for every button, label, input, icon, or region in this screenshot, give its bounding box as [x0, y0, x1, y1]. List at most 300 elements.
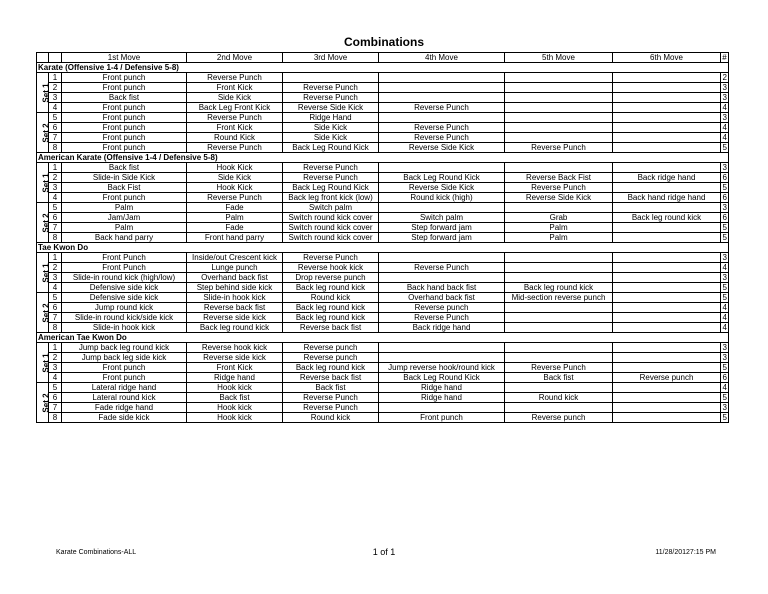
move-cell-6	[613, 363, 721, 373]
move-count: 4	[721, 133, 729, 143]
move-cell-4: Ridge hand	[379, 383, 505, 393]
move-cell-6	[613, 123, 721, 133]
move-cell-6	[613, 343, 721, 353]
section-header-row	[37, 153, 729, 163]
move-cell-6	[613, 133, 721, 143]
row-number: 3	[49, 93, 62, 103]
move-cell-2: Inside/out Crescent kick	[187, 253, 283, 263]
table-row	[37, 313, 729, 323]
move-cell-3: Reverse Punch	[283, 393, 379, 403]
table-row	[37, 273, 729, 283]
move-count: 3	[721, 403, 729, 413]
row-number: 1	[49, 253, 62, 263]
move-cell-4: Overhand back fist	[379, 293, 505, 303]
move-count: 5	[721, 293, 729, 303]
move-cell-1: Palm	[62, 223, 187, 233]
move-cell-2: Front Kick	[187, 363, 283, 373]
table-row	[37, 133, 729, 143]
move-count: 5	[721, 363, 729, 373]
move-count: 4	[721, 123, 729, 133]
move-cell-5	[505, 103, 613, 113]
move-cell-6	[613, 73, 721, 83]
row-number: 1	[49, 343, 62, 353]
row-number: 8	[49, 143, 62, 153]
move-count: 6	[721, 373, 729, 383]
move-cell-3: Switch round kick cover	[283, 223, 379, 233]
row-number: 3	[49, 363, 62, 373]
move-cell-4: Reverse Punch	[379, 103, 505, 113]
move-cell-6	[613, 143, 721, 153]
header-blank	[49, 53, 62, 63]
move-cell-4: Round kick (high)	[379, 193, 505, 203]
move-cell-6: Back hand ridge hand	[613, 193, 721, 203]
move-cell-5: Reverse Punch	[505, 143, 613, 153]
move-cell-4	[379, 353, 505, 363]
move-cell-2: Slide-in hook kick	[187, 293, 283, 303]
move-cell-6	[613, 353, 721, 363]
section-header-row	[37, 333, 729, 343]
header-row	[37, 53, 729, 63]
move-cell-6	[613, 393, 721, 403]
table-row	[37, 253, 729, 263]
move-count: 4	[721, 263, 729, 273]
table-row	[37, 183, 729, 193]
row-number: 8	[49, 323, 62, 333]
section-title: Karate (Offensive 1-4 / Defensive 5-8)	[37, 63, 729, 73]
move-cell-2: Round Kick	[187, 133, 283, 143]
row-number: 7	[49, 223, 62, 233]
move-cell-3: Back leg round kick	[283, 313, 379, 323]
footer-document-name: Karate Combinations-ALL	[56, 549, 137, 556]
move-cell-2: Hook kick	[187, 403, 283, 413]
move-cell-2: Front hand parry	[187, 233, 283, 243]
move-cell-4: Reverse punch	[379, 303, 505, 313]
move-cell-5: Grab	[505, 213, 613, 223]
row-number: 4	[49, 283, 62, 293]
move-cell-1: Jump back leg side kick	[62, 353, 187, 363]
move-count: 2	[721, 73, 729, 83]
move-cell-5	[505, 273, 613, 283]
move-cell-3	[283, 73, 379, 83]
move-cell-2: Reverse Punch	[187, 113, 283, 123]
move-cell-6	[613, 223, 721, 233]
move-cell-5: Mid-section reverse punch	[505, 293, 613, 303]
move-cell-4: Reverse Punch	[379, 313, 505, 323]
move-cell-6	[613, 163, 721, 173]
move-cell-1: Slide-in Side Kick	[62, 173, 187, 183]
row-number: 7	[49, 133, 62, 143]
row-number: 2	[49, 83, 62, 93]
row-number: 5	[49, 293, 62, 303]
section-title: American Tae Kwon Do	[37, 333, 729, 343]
row-number: 4	[49, 373, 62, 383]
move-cell-6	[613, 323, 721, 333]
move-cell-4	[379, 253, 505, 263]
move-cell-2: Reverse back fist	[187, 303, 283, 313]
move-cell-4	[379, 73, 505, 83]
move-cell-3: Switch round kick cover	[283, 233, 379, 243]
table-row	[37, 403, 729, 413]
row-number: 2	[49, 173, 62, 183]
move-cell-5	[505, 123, 613, 133]
set-label-cell	[37, 113, 49, 153]
move-cell-1: Front punch	[62, 113, 187, 123]
row-number: 2	[49, 353, 62, 363]
move-count: 5	[721, 283, 729, 293]
move-count: 5	[721, 183, 729, 193]
move-cell-1: Back fist	[62, 93, 187, 103]
row-number: 5	[49, 383, 62, 393]
move-cell-5	[505, 303, 613, 313]
move-count: 3	[721, 83, 729, 93]
set-label: Set 2	[41, 122, 51, 143]
move-cell-6: Reverse punch	[613, 373, 721, 383]
footer-page-number: 1 of 1	[372, 547, 396, 557]
section-title: Tae Kwon Do	[37, 243, 729, 253]
move-cell-3: Side Kick	[283, 123, 379, 133]
move-count: 4	[721, 323, 729, 333]
table-row	[37, 303, 729, 313]
move-cell-6	[613, 303, 721, 313]
table-row	[37, 233, 729, 243]
set-label: Set 2	[41, 392, 51, 413]
move-cell-4: Step forward jam	[379, 223, 505, 233]
move-cell-3: Switch round kick cover	[283, 213, 379, 223]
set-label-cell	[37, 203, 49, 243]
row-number: 3	[49, 273, 62, 283]
move-cell-2: Reverse side kick	[187, 353, 283, 363]
move-cell-3: Switch palm	[283, 203, 379, 213]
row-number: 1	[49, 163, 62, 173]
move-cell-5: Reverse Punch	[505, 183, 613, 193]
move-cell-6	[613, 293, 721, 303]
move-cell-4	[379, 163, 505, 173]
set-label: Set 1	[41, 352, 51, 373]
move-cell-3: Reverse back fist	[283, 323, 379, 333]
move-cell-5	[505, 353, 613, 363]
move-cell-2: Palm	[187, 213, 283, 223]
move-cell-2: Reverse Punch	[187, 193, 283, 203]
move-cell-4: Switch palm	[379, 213, 505, 223]
set-label-cell	[37, 343, 49, 383]
move-cell-1: Lateral round kick	[62, 393, 187, 403]
move-cell-5	[505, 323, 613, 333]
table-row	[37, 323, 729, 333]
table-row	[37, 163, 729, 173]
move-cell-3: Back leg round kick	[283, 303, 379, 313]
move-count: 6	[721, 173, 729, 183]
move-cell-3: Reverse punch	[283, 343, 379, 353]
table-row	[37, 413, 729, 423]
move-cell-3: Ridge Hand	[283, 113, 379, 123]
move-cell-1: Front Punch	[62, 263, 187, 273]
move-count: 4	[721, 303, 729, 313]
move-cell-4: Back Leg Round Kick	[379, 373, 505, 383]
table-row	[37, 293, 729, 303]
table-row	[37, 373, 729, 383]
move-cell-4	[379, 343, 505, 353]
move-cell-6	[613, 413, 721, 423]
set-label: Set 2	[41, 302, 51, 323]
table-row	[37, 283, 729, 293]
move-cell-1: Back hand parry	[62, 233, 187, 243]
move-count: 5	[721, 233, 729, 243]
move-cell-2: Reverse hook kick	[187, 343, 283, 353]
move-cell-1: Fade ridge hand	[62, 403, 187, 413]
move-cell-3: Back leg round kick	[283, 363, 379, 373]
move-cell-4	[379, 93, 505, 103]
row-number: 8	[49, 413, 62, 423]
move-cell-1: Slide-in round kick/side kick	[62, 313, 187, 323]
row-number: 3	[49, 183, 62, 193]
move-cell-4: Step forward jam	[379, 233, 505, 243]
move-cell-1: Front Punch	[62, 253, 187, 263]
move-cell-5	[505, 83, 613, 93]
move-cell-1: Front punch	[62, 193, 187, 203]
move-cell-2: Lunge punch	[187, 263, 283, 273]
table-row	[37, 113, 729, 123]
move-cell-4: Reverse Side Kick	[379, 143, 505, 153]
move-cell-4	[379, 403, 505, 413]
row-number: 2	[49, 263, 62, 273]
move-cell-5: Palm	[505, 233, 613, 243]
move-cell-6	[613, 113, 721, 123]
move-count: 4	[721, 383, 729, 393]
move-cell-4	[379, 83, 505, 93]
move-cell-6	[613, 203, 721, 213]
row-number: 5	[49, 113, 62, 123]
header-move-6: 6th Move	[613, 53, 721, 63]
move-cell-5	[505, 253, 613, 263]
move-cell-5	[505, 203, 613, 213]
move-cell-5	[505, 263, 613, 273]
row-number: 4	[49, 103, 62, 113]
move-count: 5	[721, 223, 729, 233]
move-cell-5	[505, 403, 613, 413]
move-cell-1: Front punch	[62, 143, 187, 153]
move-cell-6: Back ridge hand	[613, 173, 721, 183]
move-cell-2: Hook kick	[187, 413, 283, 423]
move-cell-5: Reverse Side Kick	[505, 193, 613, 203]
move-cell-4: Front punch	[379, 413, 505, 423]
table-body	[37, 63, 729, 423]
move-cell-5: Reverse punch	[505, 413, 613, 423]
move-cell-2: Ridge hand	[187, 373, 283, 383]
move-cell-6	[613, 253, 721, 263]
move-cell-6	[613, 383, 721, 393]
table-row	[37, 393, 729, 403]
move-count: 5	[721, 143, 729, 153]
move-cell-5: Palm	[505, 223, 613, 233]
move-cell-2: Hook Kick	[187, 183, 283, 193]
move-cell-6	[613, 313, 721, 323]
header-move-4: 4th Move	[379, 53, 505, 63]
row-number: 7	[49, 403, 62, 413]
move-cell-4	[379, 273, 505, 283]
header-move-1: 1st Move	[62, 53, 187, 63]
move-cell-6	[613, 233, 721, 243]
move-cell-5: Reverse Punch	[505, 363, 613, 373]
header-blank	[37, 53, 49, 63]
move-cell-1: Defensive side kick	[62, 283, 187, 293]
move-cell-4: Reverse Punch	[379, 123, 505, 133]
move-cell-1: Front punch	[62, 373, 187, 383]
set-label-cell	[37, 163, 49, 203]
set-label: Set 1	[41, 172, 51, 193]
move-cell-2: Overhand back fist	[187, 273, 283, 283]
move-cell-2: Front Kick	[187, 123, 283, 133]
table-row	[37, 223, 729, 233]
move-cell-3: Reverse back fist	[283, 373, 379, 383]
move-cell-1: Palm	[62, 203, 187, 213]
row-number: 6	[49, 213, 62, 223]
move-cell-1: Front punch	[62, 83, 187, 93]
table-row	[37, 343, 729, 353]
move-cell-5	[505, 113, 613, 123]
move-cell-4: Reverse Punch	[379, 133, 505, 143]
move-count: 6	[721, 193, 729, 203]
move-cell-5: Reverse Back Fist	[505, 173, 613, 183]
move-cell-3: Round kick	[283, 293, 379, 303]
move-cell-4: Back Leg Round Kick	[379, 173, 505, 183]
move-cell-3: Back fist	[283, 383, 379, 393]
move-count: 3	[721, 253, 729, 263]
row-number: 7	[49, 313, 62, 323]
move-cell-6	[613, 83, 721, 93]
move-cell-5	[505, 383, 613, 393]
move-count: 5	[721, 393, 729, 403]
move-cell-5	[505, 163, 613, 173]
move-cell-3: Back Leg Round Kick	[283, 183, 379, 193]
move-cell-1: Lateral ridge hand	[62, 383, 187, 393]
move-cell-6	[613, 183, 721, 193]
move-cell-6	[613, 263, 721, 273]
page-title: Combinations	[344, 35, 424, 49]
move-cell-2: Hook kick	[187, 383, 283, 393]
move-cell-3: Reverse Side Kick	[283, 103, 379, 113]
move-cell-5	[505, 93, 613, 103]
move-cell-3: Back Leg Round Kick	[283, 143, 379, 153]
move-cell-2: Hook Kick	[187, 163, 283, 173]
move-count: 6	[721, 213, 729, 223]
move-cell-3: Reverse hook kick	[283, 263, 379, 273]
move-cell-4: Back ridge hand	[379, 323, 505, 333]
row-number: 8	[49, 233, 62, 243]
set-label: Set 1	[41, 262, 51, 283]
table-row	[37, 363, 729, 373]
header-count: #	[722, 52, 727, 62]
move-cell-3: Reverse Punch	[283, 173, 379, 183]
set-label-cell	[37, 293, 49, 333]
table-row	[37, 193, 729, 203]
row-number: 6	[49, 123, 62, 133]
table-row	[37, 263, 729, 273]
move-cell-3: Reverse punch	[283, 353, 379, 363]
table-row	[37, 73, 729, 83]
move-cell-1: Back fist	[62, 163, 187, 173]
move-cell-6	[613, 283, 721, 293]
move-cell-3: Reverse Punch	[283, 403, 379, 413]
row-number: 1	[49, 73, 62, 83]
table-row	[37, 103, 729, 113]
move-count: 3	[721, 93, 729, 103]
move-count: 3	[721, 273, 729, 283]
move-cell-1: Slide-in round kick (high/low)	[62, 273, 187, 283]
footer-timestamp: 11/28/20127:15 PM	[655, 549, 716, 556]
move-cell-2: Back leg round kick	[187, 323, 283, 333]
set-label: Set 2	[41, 212, 51, 233]
move-cell-5	[505, 313, 613, 323]
table-row	[37, 93, 729, 103]
combinations-table	[36, 52, 729, 423]
move-count: 4	[721, 103, 729, 113]
move-cell-5	[505, 133, 613, 143]
table-row	[37, 213, 729, 223]
move-cell-6	[613, 103, 721, 113]
header-move-5: 5th Move	[505, 53, 613, 63]
move-cell-3: Reverse Punch	[283, 83, 379, 93]
move-cell-2: Reverse Punch	[187, 73, 283, 83]
move-cell-2: Side Kick	[187, 93, 283, 103]
move-cell-3: Reverse Punch	[283, 93, 379, 103]
move-cell-3: Back leg round kick	[283, 283, 379, 293]
move-cell-2: Reverse Punch	[187, 143, 283, 153]
move-cell-6	[613, 273, 721, 283]
move-cell-1: Slide-in hook kick	[62, 323, 187, 333]
row-number: 4	[49, 193, 62, 203]
move-cell-4: Reverse Punch	[379, 263, 505, 273]
move-count: 3	[721, 343, 729, 353]
move-cell-1: Back Fist	[62, 183, 187, 193]
move-cell-3: Reverse Punch	[283, 163, 379, 173]
move-cell-5: Back fist	[505, 373, 613, 383]
move-cell-2: Fade	[187, 203, 283, 213]
header-move-2: 2nd Move	[187, 53, 283, 63]
move-cell-2: Back fist	[187, 393, 283, 403]
move-cell-4: Jump reverse hook/round kick	[379, 363, 505, 373]
row-number: 6	[49, 303, 62, 313]
move-cell-5: Back leg round kick	[505, 283, 613, 293]
move-cell-2: Back Leg Front Kick	[187, 103, 283, 113]
set-label-cell	[37, 253, 49, 293]
move-cell-3: Back leg front kick (low)	[283, 193, 379, 203]
move-cell-2: Step behind side kick	[187, 283, 283, 293]
move-cell-5	[505, 73, 613, 83]
move-cell-1: Front punch	[62, 363, 187, 373]
row-number: 5	[49, 203, 62, 213]
move-cell-1: Defensive side kick	[62, 293, 187, 303]
set-label-cell	[37, 73, 49, 113]
move-cell-2: Fade	[187, 223, 283, 233]
move-count: 3	[721, 163, 729, 173]
section-title: American Karate (Offensive 1-4 / Defensive 5-8)	[37, 153, 729, 163]
table-row	[37, 173, 729, 183]
move-cell-1: Front punch	[62, 73, 187, 83]
move-count: 5	[721, 413, 729, 423]
move-cell-2: Front Kick	[187, 83, 283, 93]
move-cell-3: Drop reverse punch	[283, 273, 379, 283]
section-header-row	[37, 243, 729, 253]
set-label-cell	[37, 383, 49, 423]
move-count: 3	[721, 113, 729, 123]
move-cell-1: Front punch	[62, 123, 187, 133]
move-cell-1: Front punch	[62, 133, 187, 143]
table-row	[37, 203, 729, 213]
move-cell-3: Reverse Punch	[283, 253, 379, 263]
section-header-row	[37, 63, 729, 73]
move-cell-1: Fade side kick	[62, 413, 187, 423]
row-number: 6	[49, 393, 62, 403]
